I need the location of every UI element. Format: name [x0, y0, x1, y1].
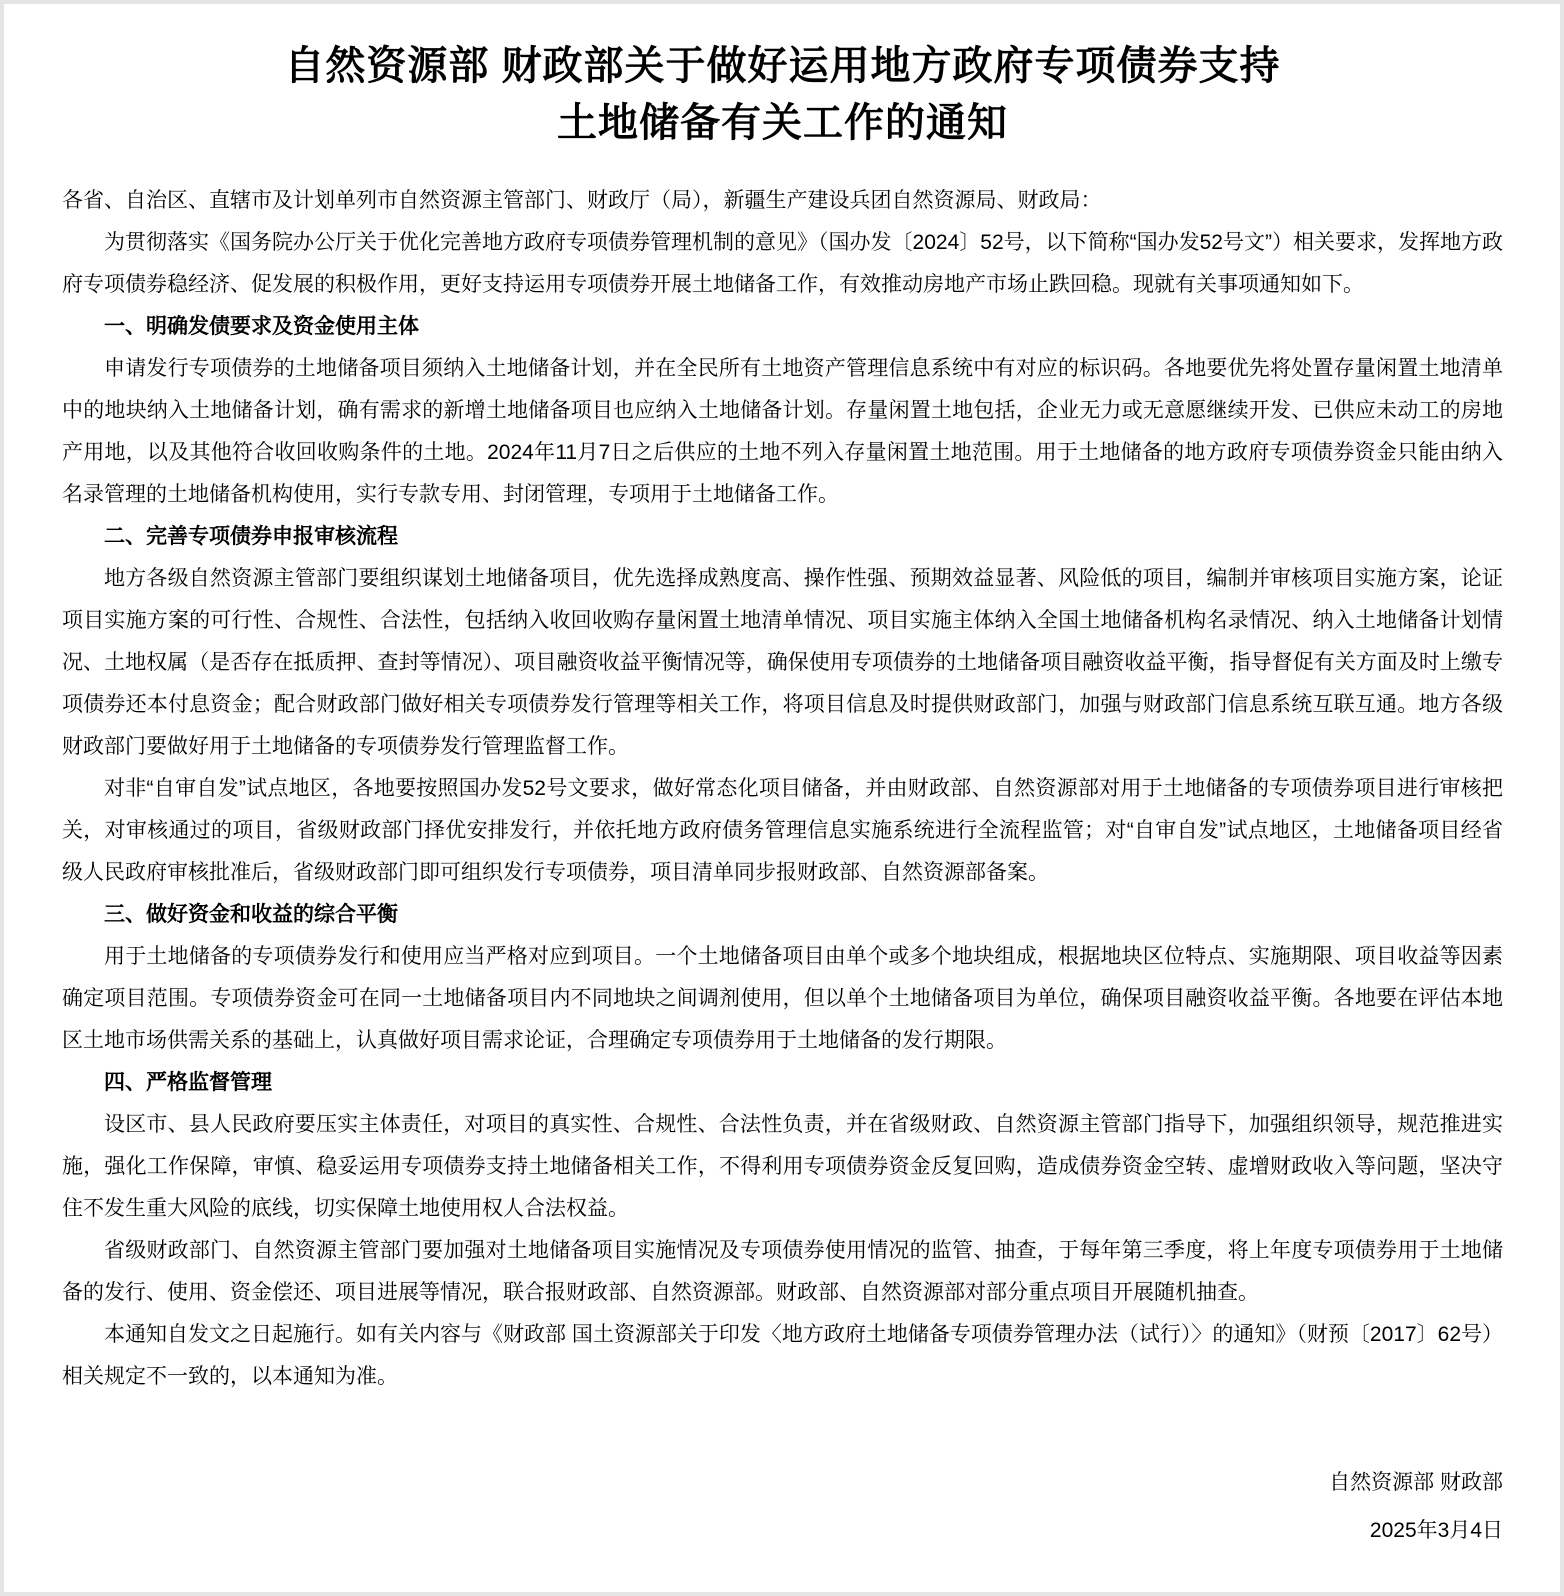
document-title [62, 38, 1503, 152]
closing-paragraph: 本通知自发文之日起施行。如有关内容与《财政部 国土资源部关于印发〈地方政府土地储备专项债券管理办法（试行）〉的通知》（财预〔2017〕62号）相关规定不一致的，以本通知为准。 [62, 1323, 1503, 1388]
body-paragraph: 设区市、县人民政府要压实主体责任，对项目的真实性、合规性、合法性负责，并在省级财政、自然资源主管部门指导下，加强组织领导，规范推进实施，强化工作保障，审慎、稳妥运用专项债券支持土地储备相关工作，不得利用专项债券资金反复回购，造成债券资金空转、虚增财政收入等问题，坚决守住不发生重大风险的底线，切实保障土地使用权人合法权益。 [62, 1113, 1503, 1220]
intro-paragraph: 为贯彻落实《国务院办公厅关于优化完善地方政府专项债券管理机制的意见》（国办发〔2024〕52号，以下简称“国办发52号文”）相关要求，发挥地方政府专项债券稳经济、促发展的积极作用，更好支持运用专项债券开展土地储备工作，有效推动房地产市场止跌回稳。现就有关事项通知如下。 [62, 231, 1503, 296]
body-paragraph: 对非“自审自发”试点地区，各地要按照国办发52号文要求，做好常态化项目储备，并由财政部、自然资源部对用于土地储备的专项债券项目进行审核把关，对审核通过的项目，省级财政部门择优安排发行，并依托地方政府债务管理信息实施系统进行全流程监管；对“自审自发”试点地区，土地储备项目经省级人民政府审核批准后，省级财政部门即可组织发行专项债券，项目清单同步报财政部、自然资源部备案。 [62, 777, 1503, 884]
sections [62, 306, 1503, 1314]
section-heading: 四、严格监督管理 [104, 1071, 272, 1094]
body-paragraph: 用于土地储备的专项债券发行和使用应当严格对应到项目。一个土地储备项目由单个或多个地块组成，根据地块区位特点、实施期限、项目收益等因素确定项目范围。专项债券资金可在同一土地储备项目内不同地块之间调剂使用，但以单个土地储备项目为单位，确保项目融资收益平衡。各地要在评估本地区土地市场供需关系的基础上，认真做好项目需求论证，合理确定专项债券用于土地储备的发行期限。 [62, 945, 1503, 1052]
document-title-line-2: 土地储备有关工作的通知 [557, 101, 1008, 145]
document-date: 2025年3月4日 [1369, 1519, 1503, 1542]
section-heading: 二、完善专项债券申报审核流程 [104, 525, 398, 548]
salutation: 各省、自治区、直辖市及计划单列市自然资源主管部门、财政厅（局），新疆生产建设兵团自然资源局、财政局： [62, 189, 1102, 212]
body-paragraph: 地方各级自然资源主管部门要组织谋划土地储备项目，优先选择成熟度高、操作性强、预期效益显著、风险低的项目，编制并审核项目实施方案，论证项目实施方案的可行性、合规性、合法性，包括纳入收回收购存量闲置土地清单情况、项目实施主体纳入全国土地储备机构名录情况、纳入土地储备计划情况、土地权属（是否存在抵质押、查封等情况）、项目融资收益平衡情况等，确保使用专项债券的土地储备项目融资收益平衡，指导督促有关方面及时上缴专项债券还本付息资金；配合财政部门做好相关专项债券发行管理等相关工作，将项目信息及时提供财政部门，加强与财政部门信息系统互联互通。地方各级财政部门要做好用于土地储备的专项债券发行管理监督工作。 [62, 567, 1503, 758]
document-page [4, 4, 1560, 1592]
body-paragraph: 省级财政部门、自然资源主管部门要加强对土地储备项目实施情况及专项债券使用情况的监管、抽查，于每年第三季度，将上年度专项债券用于土地储备的发行、使用、资金偿还、项目进展等情况，联合报财政部、自然资源部。财政部、自然资源部对部分重点项目开展随机抽查。 [62, 1239, 1503, 1304]
signature: 自然资源部 财政部 [1329, 1471, 1503, 1494]
section-heading: 一、明确发债要求及资金使用主体 [104, 315, 419, 338]
document-title-line-1: 自然资源部 财政部关于做好运用地方政府专项债券支持 [284, 44, 1281, 88]
section-heading: 三、做好资金和收益的综合平衡 [104, 903, 398, 926]
body-paragraph: 申请发行专项债券的土地储备项目须纳入土地储备计划，并在全民所有土地资产管理信息系统中有对应的标识码。各地要优先将处置存量闲置土地清单中的地块纳入土地储备计划，确有需求的新增土地储备项目也应纳入土地储备计划。存量闲置土地包括，企业无力或无意愿继续开发、已供应未动工的房地产用地，以及其他符合收回收购条件的土地。2024年11月7日之后供应的土地不列入存量闲置土地范围。用于土地储备的地方政府专项债券资金只能由纳入名录管理的土地储备机构使用，实行专款专用、封闭管理，专项用于土地储备工作。 [62, 357, 1503, 506]
